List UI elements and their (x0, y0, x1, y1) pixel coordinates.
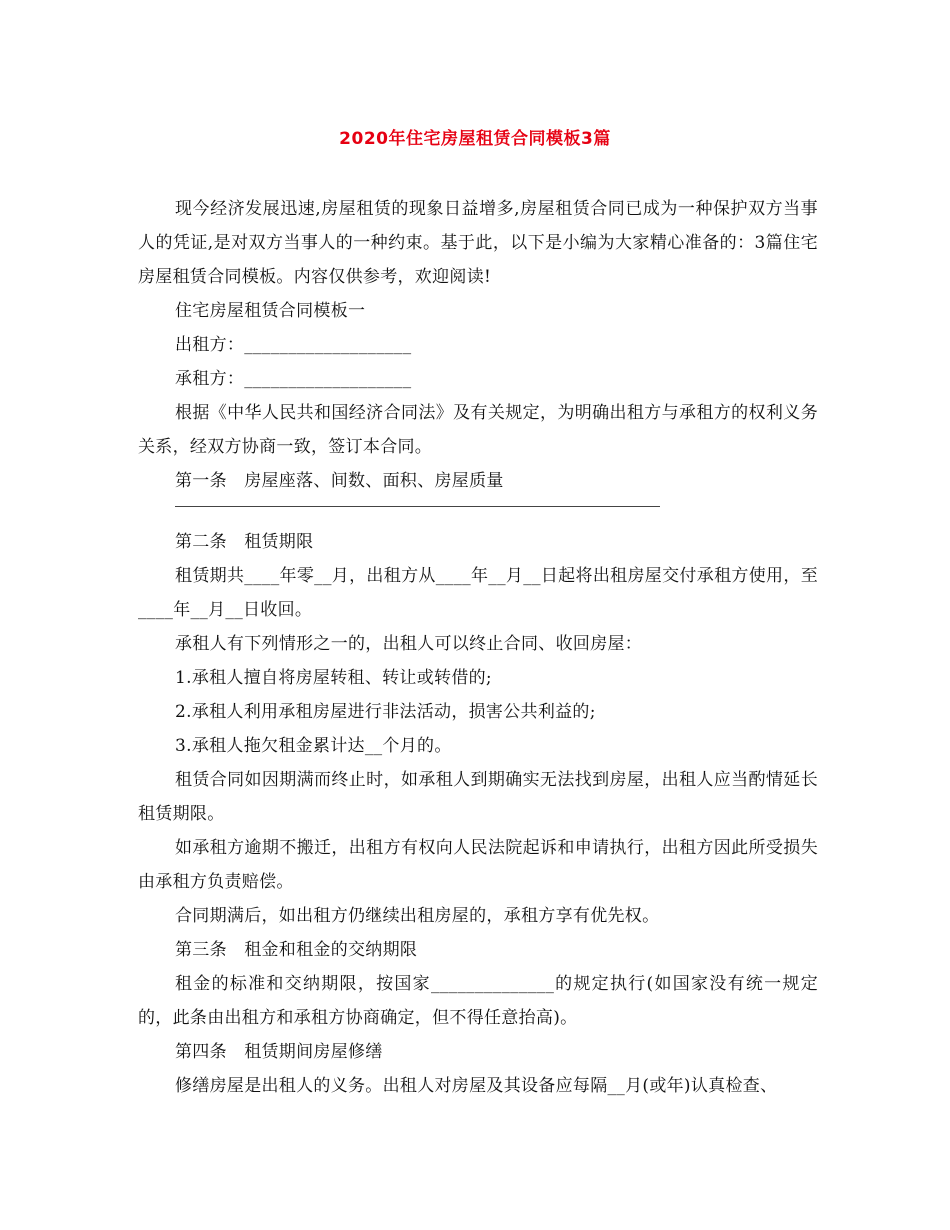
blank-fill-line (175, 506, 660, 507)
termination-item-2: 2.承租人利用承租房屋进行非法活动，损害公共利益的; (175, 702, 596, 722)
lessee-line: 承租方：___________________ (175, 369, 412, 389)
article-3-heading: 第三条 租金和租金的交纳期限 (175, 940, 418, 960)
termination-item-1: 1.承租人擅自将房屋转租、转让或转借的; (175, 668, 492, 688)
termination-intro: 承租人有下列情形之一的，出租人可以终止合同、收回房屋： (175, 634, 643, 654)
basis-paragraph: 根据《中华人民共和国经济合同法》及有关规定，为明确出租方与承租方的权利义务关系，经双方协商一致，签订本合同。 (138, 403, 818, 457)
priority-paragraph: 合同期满后，如出租方仍继续出租房屋的，承租方享有优先权。 (175, 906, 660, 926)
template-heading: 住宅房屋租赁合同模板一 (175, 301, 366, 321)
repair-paragraph: 修缮房屋是出租人的义务。出租人对房屋及其设备应每隔__月(或年)认真检查、 (175, 1076, 778, 1096)
document-title: 2020年住宅房屋租赁合同模板3篇 (339, 129, 611, 149)
termination-item-3: 3.承租人拖欠租金累计达__个月的。 (175, 736, 452, 756)
extension-paragraph: 租赁合同如因期满而终止时，如承租人到期确实无法找到房屋，出租人应当酌情延长租赁期限。 (138, 770, 818, 824)
lease-term-paragraph: 租赁期共____年零__月，出租方从____年__月__日起将出租房屋交付承租方使用，至____年__月__日收回。 (138, 566, 818, 620)
article-4-heading: 第四条 租赁期间房屋修缮 (175, 1042, 383, 1062)
overdue-paragraph: 如承租方逾期不搬迁，出租方有权向人民法院起诉和申请执行，出租方因此所受损失由承租方负责赔偿。 (138, 838, 818, 892)
document-body (138, 192, 818, 1103)
article-2-heading: 第二条 租赁期限 (175, 532, 314, 552)
lessor-line: 出租方：___________________ (175, 335, 412, 355)
intro-paragraph: 现今经济发展迅速,房屋租赁的现象日益增多,房屋租赁合同已成为一种保护双方当事人的凭证,是对双方当事人的一种约束。基于此，以下是小编为大家精心准备的：3篇住宅房屋租赁合同模板。内容仅供参考，欢迎阅读! (138, 199, 818, 287)
article-1-heading: 第一条 房屋座落、间数、面积、房屋质量 (175, 471, 504, 491)
rent-paragraph: 租金的标准和交纳期限，按国家______________的规定执行(如国家没有统一规定的，此条由出租方和承租方协商确定，但不得任意抬高)。 (138, 974, 818, 1028)
